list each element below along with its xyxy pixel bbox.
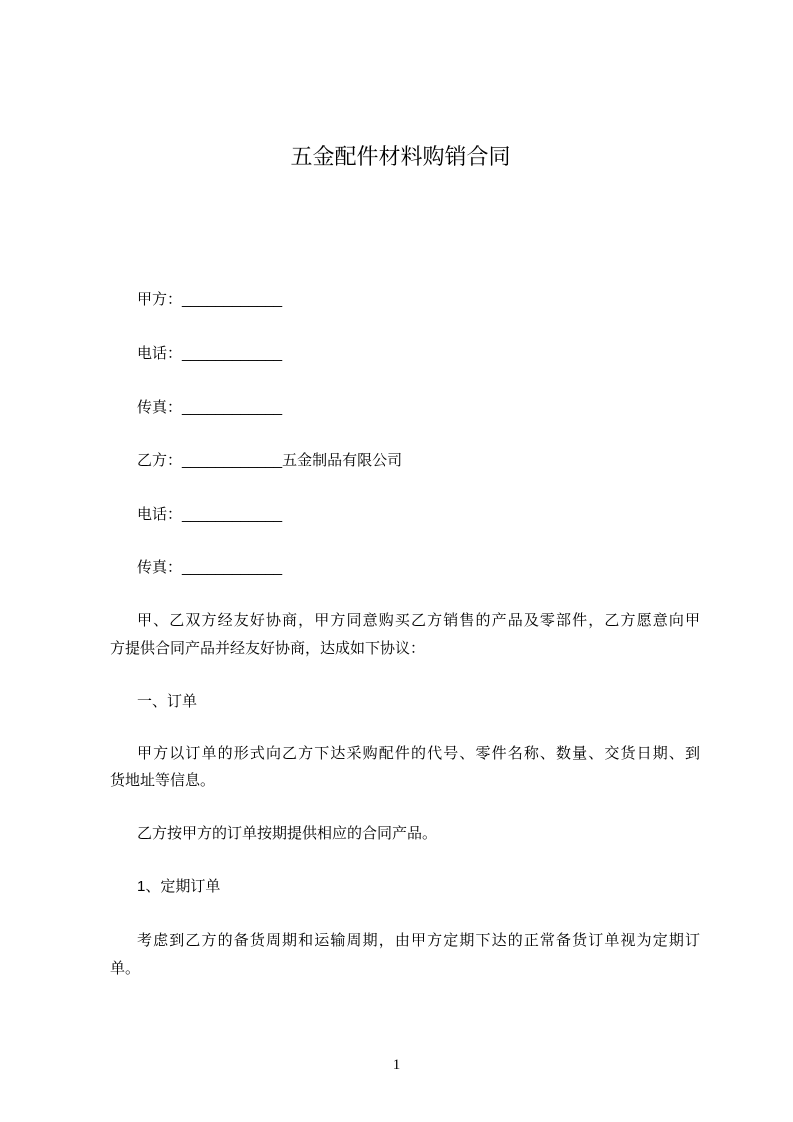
section-1-paragraph-2: 乙方按甲方的订单按期提供相应的合同产品。 [137,825,438,842]
intro-paragraph-line-2: 方提供合同产品并经友好协商，达成如下协议： [110,640,426,657]
party-a-fax-blank: ____________ [182,399,283,416]
party-b-phone-label: 电话： [137,506,183,523]
party-b-label: 乙方： [137,452,183,469]
party-a-name-blank: ____________ [182,291,283,308]
party-a-phone-row [137,340,282,368]
party-a-fax-row [137,394,282,422]
party-a-phone-blank: ____________ [182,345,283,362]
party-b-name-blank: ____________ [182,452,283,469]
party-a-phone-label: 电话： [137,345,183,362]
section-1-paragraph-1-line-2: 货地址等信息。 [110,772,216,789]
party-b-fax-label: 传真： [137,559,183,576]
page-number: 1 [392,1057,401,1073]
party-b-phone-blank: ____________ [182,506,283,523]
section-1-paragraph-1-line-1: 甲方以订单的形式向乙方下达采购配件的代号、零件名称、数量、交货日期、到 [137,745,700,762]
party-b-phone-row [137,501,282,529]
party-a-row [137,286,282,314]
party-b-name-suffix: 五金制品有限公司 [282,452,403,469]
party-b-fax-blank: ____________ [182,559,283,576]
subsection-1-paragraph-line-2: 单。 [110,960,141,977]
subsection-1-paragraph-line-1: 考虑到乙方的备货周期和运输周期，由甲方定期下达的正常备货订单视为定期订 [137,932,700,949]
party-b-fax-row [137,554,282,582]
subsection-1-heading: 1、定期订单 [137,878,221,895]
section-1-heading: 一、订单 [137,693,198,710]
party-a-fax-label: 传真： [137,399,183,416]
party-b-row [137,447,402,475]
party-a-label: 甲方： [137,291,183,308]
document-title: 五金配件材料购销合同 [290,144,511,169]
intro-paragraph-line-1: 甲、乙双方经友好协商，甲方同意购买乙方销售的产品及零部件，乙方愿意向甲 [137,612,700,629]
